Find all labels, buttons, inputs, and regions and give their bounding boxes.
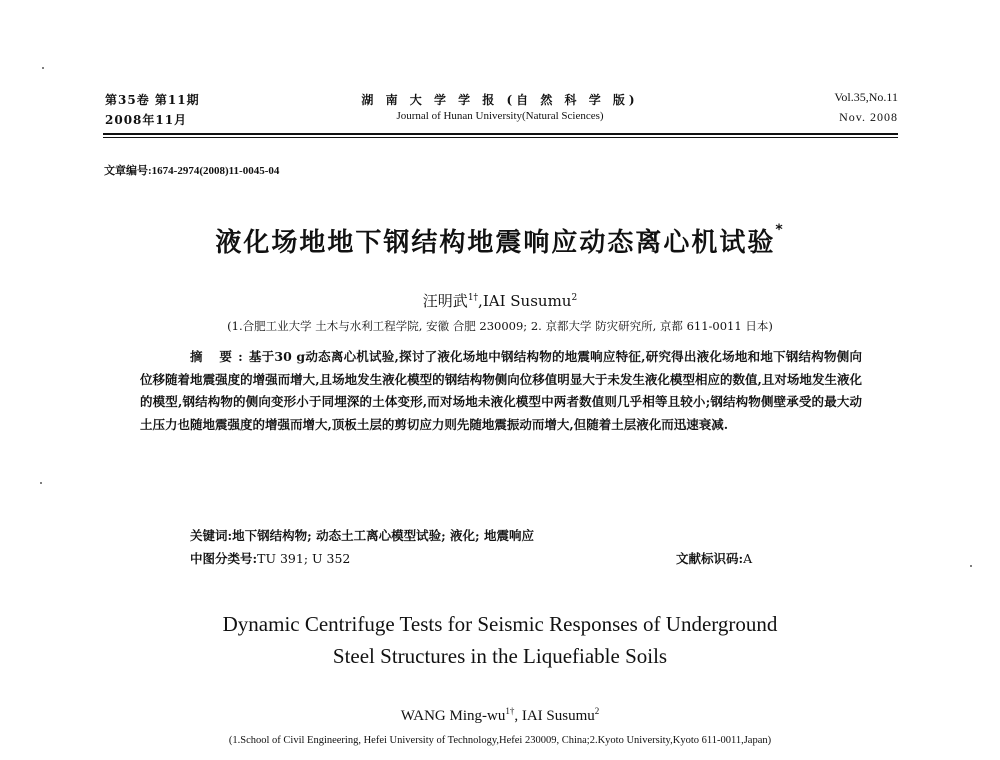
- title-footnote-mark: *: [775, 222, 785, 238]
- clc-label: 中图分类号:: [190, 551, 258, 566]
- scan-speck: [40, 482, 42, 484]
- document-code: [676, 549, 752, 567]
- abstract-paragraph: [140, 346, 862, 436]
- paper-title-en-line2: Steel Structures in the Liquefiable Soils: [332, 644, 668, 668]
- header-rule-thin: [103, 137, 898, 138]
- document-code-value: A: [743, 551, 753, 566]
- keywords-cn: [190, 526, 534, 544]
- article-number-label: 文章编号:: [104, 165, 152, 177]
- abstract-label: 摘 要:: [190, 349, 249, 364]
- author-1-en-affil-mark: 1†: [505, 706, 515, 716]
- journal-name-cn: 湖 南 大 学 学 报 (自 然 科 学 版): [361, 93, 639, 107]
- author-1-en: WANG Ming-wu: [400, 708, 506, 724]
- clc-value: TU 391; U 352: [257, 551, 351, 566]
- article-number-value: 1674-2974(2008)11-0045-04: [151, 165, 280, 177]
- article-number: [104, 162, 279, 178]
- author-2-en: IAI Susumu: [521, 708, 595, 724]
- journal-volume-en: Vol.35,No.11: [834, 90, 898, 104]
- author-1-cn-affil-mark: 1†: [467, 293, 479, 303]
- paper-title-en: [0, 608, 1000, 672]
- paper-title-cn: [0, 222, 1000, 259]
- author-2-cn: IAI Susumu: [482, 292, 572, 310]
- authors-cn: [0, 290, 1000, 311]
- abstract-text: 基于30 g动态离心机试验,探讨了液化场地中钢结构物的地震响应特征,研究得出液化场地和地下钢结构物侧向位移随着地震强度的增强而增大,且场地发生液化模型的钢结构物侧向位移值明显大于未发生液化模型相应的数值,且对场地发生液化的模型,钢结构物的侧向变形小于同埋深的土体变形,而对场地未液化模型中两者数值则几乎相等且较小;钢结构物侧壁承受的最大动土压力也随地震强度的增强而增大,顶板土层的剪切应力则先随地震振动而增大,但随着土层液化而迅速衰减.: [140, 349, 862, 432]
- author-2-cn-affil-mark: 2: [571, 293, 578, 303]
- abstract-cn: [140, 346, 862, 436]
- clc-number: [190, 549, 350, 567]
- document-code-label: 文献标识码:: [676, 551, 744, 566]
- affiliations-cn: (1.合肥工业大学 土木与水利工程学院, 安徽 合肥 230009; 2. 京都大学 防灾研究所, 京都 611-0011 日本): [227, 319, 773, 333]
- paper-title-cn-text: 液化场地地下钢结构地震响应动态离心机试验: [215, 228, 776, 258]
- paper-title-en-line1: Dynamic Centrifuge Tests for Seismic Responses of Underground: [222, 612, 778, 636]
- keywords-label: 关键词:: [190, 528, 233, 543]
- author-1-cn: 汪明武: [422, 292, 468, 310]
- journal-date-cn: 2008年11月: [105, 113, 188, 127]
- keywords-text: 地下钢结构物; 动态土工离心模型试验; 液化; 地震响应: [232, 528, 535, 543]
- journal-volume-issue: 第35卷 第11期: [105, 93, 200, 107]
- author-separator-en: ,: [514, 708, 522, 724]
- affiliations-en: (1.School of Civil Engineering, Hefei University of Technology,Hefei 230009, China;2.Kyoto University,Kyoto 611-0011,Japan): [228, 735, 772, 746]
- journal-date-en: Nov. 2008: [839, 110, 898, 124]
- authors-en: [0, 706, 1000, 725]
- header-rule-thick: [103, 133, 898, 135]
- scan-speck: [42, 67, 44, 69]
- author-2-en-affil-mark: 2: [594, 706, 600, 716]
- scan-speck: [970, 565, 972, 567]
- journal-name-en: Journal of Hunan University(Natural Sciences): [396, 110, 604, 122]
- author-separator-cn: ,: [478, 292, 483, 310]
